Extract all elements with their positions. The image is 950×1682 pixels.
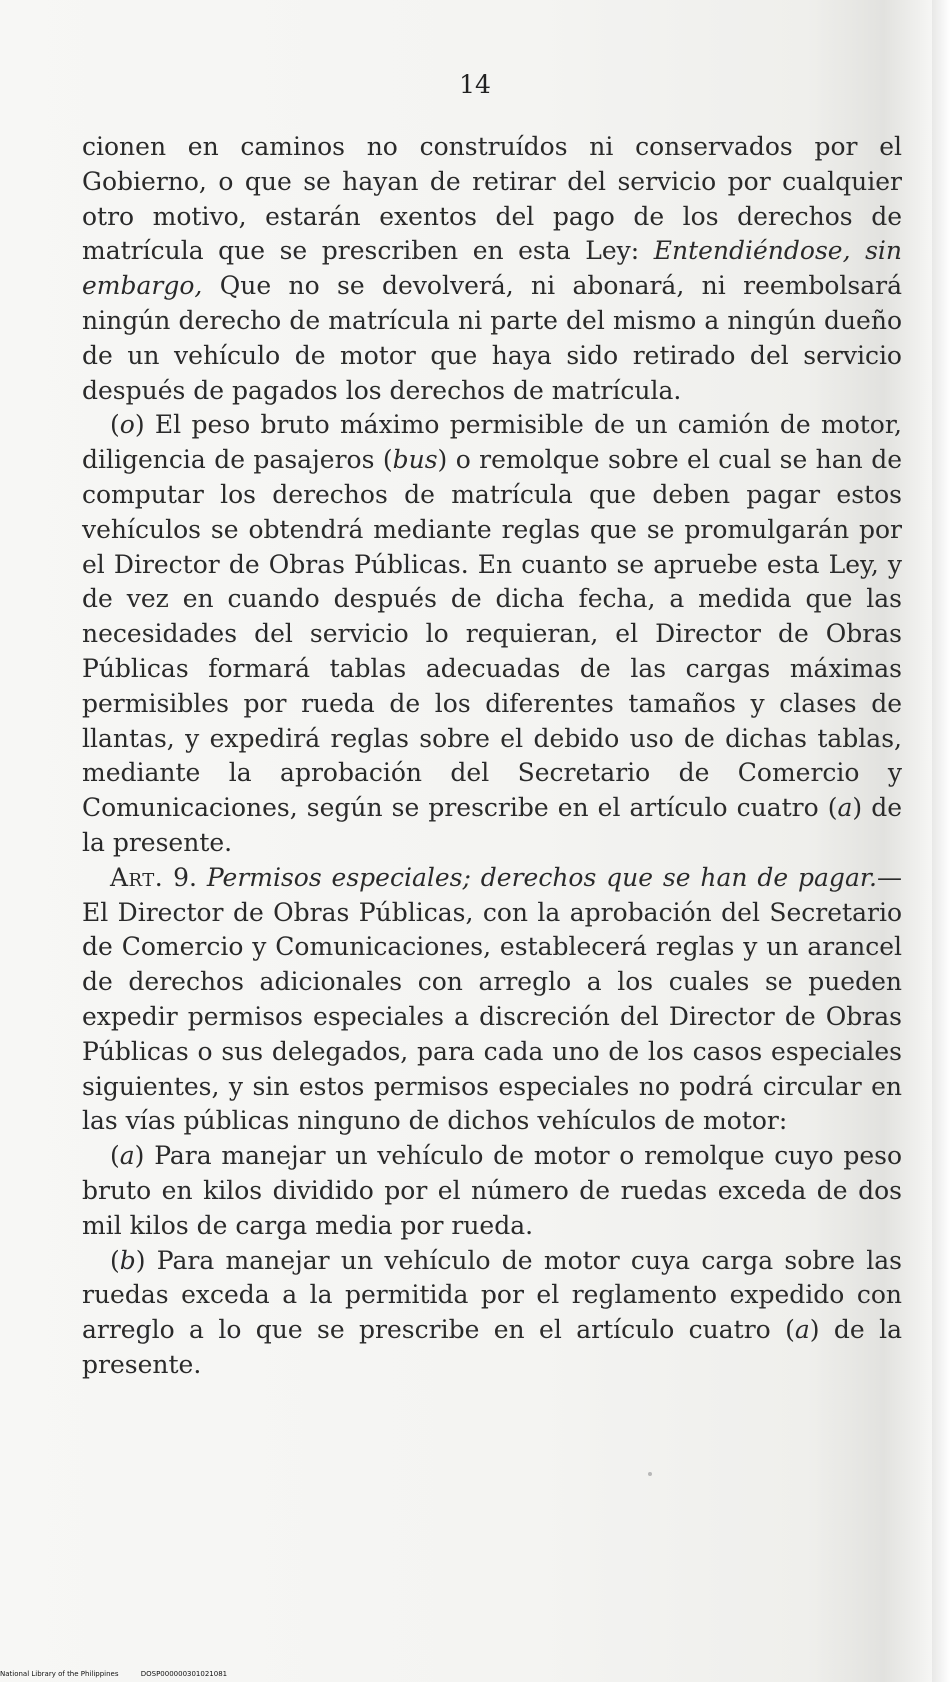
text-run: ) o remolque sobre el cual se han de computar los derechos de matrícula que deben pagar estos vehículos se obtendrá mediante reglas que se promulgarán por el Director de Obras Públicas. En cuanto se apruebe esta Ley, y de vez en cuando después de dicha fecha, a medida que las necesidades del servicio lo requieran, el Director de Obras Públicas formará tablas adecuadas de las cargas máximas permisibles por rueda de los diferentes tamaños y clases de llantas, y expedirá reglas sobre el debido uso de dichas tablas, mediante la aprobación del Secretario de Comercio y Comunicaciones, según se prescribe en el artículo cuatro ( bbox=[82, 445, 902, 823]
text-run: —El Director de Obras Públicas, con la aprobación del Secretario de Comercio y Comunicaciones, establecerá reglas y un arancel de derechos adicionales con arreglo a los cuales se pueden expedir permisos especiales a discreción del Director de Obras Públicas o sus delegados, para cada uno de los casos especiales siguientes, y sin estos permisos especiales no podrá circular en las vías públicas ninguno de dichos vehículos de motor: bbox=[82, 862, 902, 1136]
italic-text: bus bbox=[392, 445, 438, 475]
article-heading: Permisos especiales; derechos que se han de pagar. bbox=[206, 862, 877, 892]
text-run: ) de la presente. bbox=[82, 793, 902, 857]
footer-library: National Library of the Philippines bbox=[0, 1670, 119, 1678]
italic-letter: a bbox=[794, 1315, 810, 1345]
text-run: ) Para manejar un vehículo de motor cuya carga sobre las ruedas exceda a la permitida por el reglamento expedido con arreglo a lo que se prescribe en el artículo cuatro ( bbox=[82, 1245, 902, 1345]
article-number: 9. bbox=[163, 862, 207, 892]
text-run: ( bbox=[110, 1141, 120, 1171]
footer-identifier: DOSP000000301021081 bbox=[140, 1670, 228, 1678]
paragraph-a bbox=[82, 1139, 902, 1243]
ink-speck bbox=[648, 1472, 652, 1476]
text-run: cionen en caminos no construídos ni conservados por el Gobierno, o que se hayan de retirar del servicio por cualquier otro motivo, estarán exentos del pago de los derechos de matrícula que se prescriben en esta Ley: bbox=[82, 132, 902, 266]
paragraph-continuation bbox=[82, 130, 902, 408]
text-run: ) El peso bruto máximo permisible de un camión de motor, diligencia de pasajeros ( bbox=[82, 410, 902, 475]
article-label: Art. bbox=[110, 862, 164, 892]
text-run: Que no se devolverá, ni abonará, ni reembolsará ningún derecho de matrícula ni parte del mismo a ningún dueño de un vehículo de motor que haya sido retirado del servicio después de pagados los derechos de matrícula. bbox=[82, 271, 902, 405]
page-number: 14 bbox=[459, 70, 491, 99]
page-edge-shadow bbox=[932, 0, 950, 1682]
italic-letter: o bbox=[119, 410, 135, 440]
text-run: ( bbox=[110, 410, 120, 440]
italic-letter: a bbox=[119, 1141, 135, 1171]
italic-letter: a bbox=[837, 793, 853, 823]
body-text bbox=[82, 130, 902, 1383]
italic-text: Entendiéndose, sin embargo, bbox=[82, 236, 902, 301]
italic-letter: b bbox=[119, 1245, 136, 1275]
article-9-paragraph bbox=[82, 861, 902, 1139]
paragraph-o bbox=[82, 408, 902, 860]
scan-footer bbox=[0, 1670, 247, 1678]
text-run: ) Para manejar un vehículo de motor o remolque cuyo peso bruto en kilos dividido por el número de ruedas exceda de dos mil kilos de carga media por rueda. bbox=[82, 1141, 902, 1240]
text-run: ) de la presente. bbox=[82, 1315, 902, 1379]
paragraph-b bbox=[82, 1244, 902, 1383]
text-run: ( bbox=[110, 1245, 120, 1275]
